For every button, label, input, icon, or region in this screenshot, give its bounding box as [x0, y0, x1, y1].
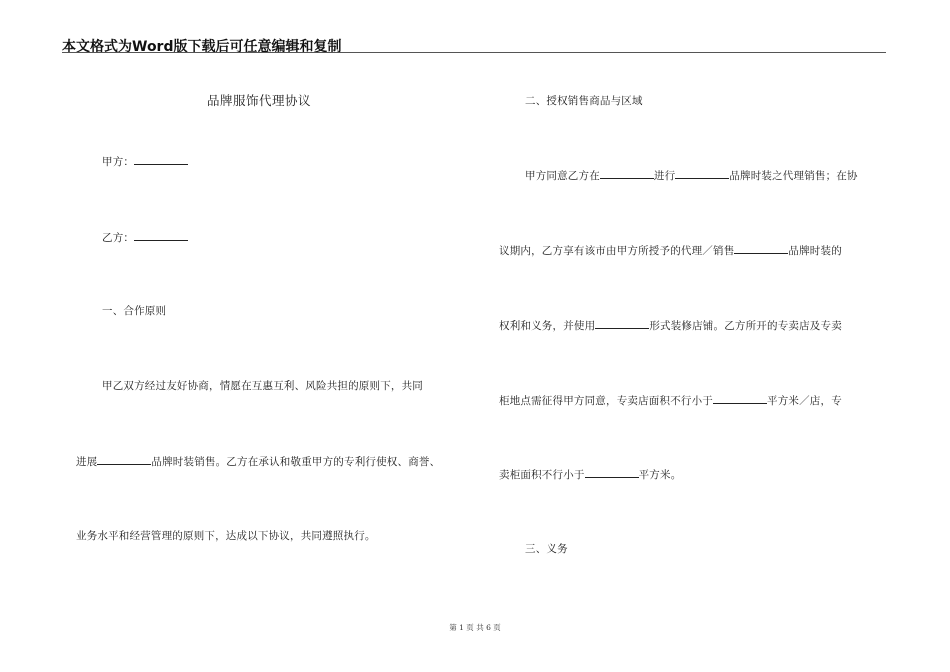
paragraph1-line3: 业务水平和经营管理的原则下，达成以下协议，共同遵照执行。 [76, 530, 376, 542]
store-area-blank [713, 393, 767, 404]
section2-heading: 二、授权销售商品与区域 [525, 95, 643, 107]
brand-blank [97, 454, 151, 465]
text-fragment: 品牌时装的 [788, 245, 842, 257]
text-fragment: 进展 [76, 456, 98, 468]
paragraph2-line2 [499, 243, 842, 258]
document-header: 本文格式为Word版下载后可任意编辑和复制 [62, 39, 342, 55]
text-fragment: 柜地点需征得甲方同意，专卖店面积不行小于 [499, 395, 713, 407]
text-fragment: 品牌时装之代理销售；在协 [729, 170, 858, 182]
party-b-line [102, 230, 188, 245]
text-fragment: 品牌时装销售。乙方在承认和敬重甲方的专利行使权、商誉、 [151, 456, 441, 468]
paragraph2-line1 [525, 168, 858, 183]
section1-heading: 一、合作原则 [102, 305, 167, 317]
paragraph2-line3 [499, 318, 842, 333]
party-b-blank [134, 230, 188, 241]
text-fragment: 甲方同意乙方在 [525, 170, 600, 182]
party-a-blank [134, 154, 188, 165]
paragraph1-line1: 甲乙双方经过友好协商，情愿在互惠互利、风险共担的原则下，共同 [102, 380, 423, 392]
header-divider [62, 52, 886, 53]
text-fragment: 权利和义务，并使用 [499, 320, 596, 332]
party-a-line [102, 154, 188, 169]
party-a-label: 甲方： [102, 156, 135, 168]
brand-blank [675, 168, 729, 179]
brand-blank [734, 243, 788, 254]
section3-heading: 三、义务 [525, 543, 568, 555]
paragraph2-line5 [499, 467, 681, 482]
document-title: 品牌服饰代理协议 [207, 93, 312, 108]
region-blank [600, 168, 654, 179]
text-fragment: 议期内，乙方享有该市由甲方所授予的代理／销售 [499, 245, 735, 257]
text-fragment: 平方米。 [638, 469, 682, 481]
paragraph1-line2 [76, 454, 440, 469]
text-fragment: 平方米／店，专 [767, 395, 842, 407]
text-fragment: 进行 [653, 170, 676, 182]
party-b-label: 乙方： [102, 232, 135, 244]
text-fragment: 形式装修店铺。乙方所开的专卖店及专卖 [649, 320, 842, 332]
decoration-form-blank [595, 318, 649, 329]
text-fragment: 卖柜面积不行小于 [499, 469, 585, 481]
counter-area-blank [585, 467, 639, 478]
paragraph2-line4 [499, 393, 842, 408]
page-number: 第 1 页 共 6 页 [449, 623, 501, 632]
